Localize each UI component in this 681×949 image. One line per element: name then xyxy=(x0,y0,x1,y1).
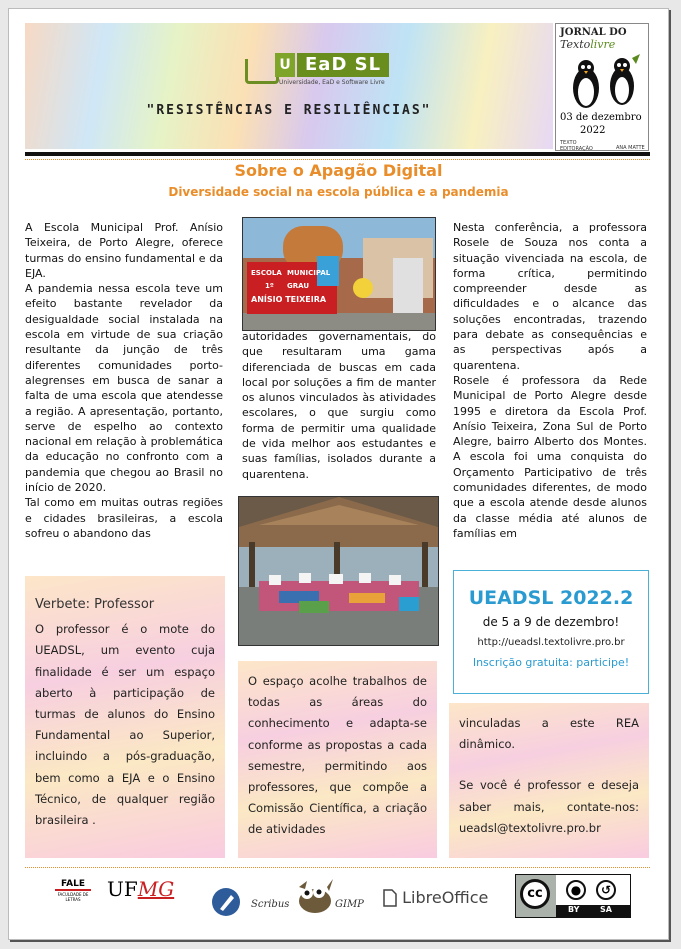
cc-icon: cc xyxy=(520,879,550,909)
group-photo-image xyxy=(239,497,438,645)
contact-box xyxy=(449,703,649,858)
logo-letter: U xyxy=(275,53,295,77)
motto: "RESISTÊNCIAS E RESILIÊNCIAS" xyxy=(146,103,432,118)
contact-box-email: Se você é professor e deseja saber mais, contate-nos: ueadsl@textolivre.pro.br xyxy=(459,778,639,835)
event-group-photo xyxy=(238,496,439,646)
footer-dotted-rule xyxy=(25,867,650,868)
gimp-label: GIMP xyxy=(335,899,364,910)
paragraph: Tal como em muitas outras regiões e cidades brasileiras, a escola sofreu o abandono das xyxy=(25,496,223,540)
middle-info-box xyxy=(238,661,437,858)
svg-text:ESCOLA: ESCOLA xyxy=(251,269,282,277)
promo-title: UEADSL 2022.2 xyxy=(468,587,634,609)
by-label: BY xyxy=(568,905,580,914)
school-facade-image xyxy=(243,218,435,330)
svg-text:GRAU: GRAU xyxy=(287,282,310,290)
logo-subtitle: Universidade, EaD e Software Livre xyxy=(279,79,385,86)
article-column-2 xyxy=(242,329,436,482)
paragraph: Rosele é professora da Rede Municipal de Porto Alegre desde 1995 e diretora da Escola Prof. Anísio Teixeira, Zona Sul de Porto Alegre, bairro Alberto dos Montes. A escola foi uma conquista do Orçamento Participativo de três comunidades diferentes, de modo que a escola atende desde alunos da classe média até alunos de famílias em xyxy=(453,373,647,540)
promo-cta: Inscrição gratuita: participe! xyxy=(472,656,630,669)
svg-text:ANÍSIO TEIXEIRA: ANÍSIO TEIXEIRA xyxy=(251,295,327,304)
libreoffice-logo: LibreOffice xyxy=(383,887,488,907)
journal-year: 2022 xyxy=(580,125,606,136)
journal-footer-right: ANA MATTE xyxy=(616,145,645,151)
paragraph: Nesta conferência, a professora Rosele de Souza nos conta a situação vivenciada na escola, de forma crítica, permitindo compreender desde as dificuldades e o alcance das soluções encontradas, trazendo para debate as consequências e as perspectivas após a quarentena. xyxy=(453,221,647,372)
journal-name-script: Textolivre xyxy=(560,38,616,51)
promo-url-link[interactable]: http://ueadsl.textolivre.pro.br xyxy=(477,637,625,648)
school-facade-photo xyxy=(242,217,436,331)
event-promo-box xyxy=(453,570,649,694)
journal-box xyxy=(555,23,649,151)
journal-name: JORNAL DO xyxy=(560,27,627,38)
svg-text:1º: 1º xyxy=(265,282,274,290)
verbete-text: O professor é o mote do UEADSL, um evento cuja finalidade é ser um espaço aberto à participação de turmas de alunos do Ensino Fundamental ao Superior, incluindo a pós-graduação, bem como a EJA e o Ensino Técnico, de qualquer região brasileira . xyxy=(35,622,215,828)
paragraph: autoridades governamentais, do que resultaram uma gama diferenciada de buscas em cada local por soluções a fim de manter os alunos vinculados às atividades escolares, o que surgiu como forma de permitir uma qualidade de vida melhor aos estudantes e suas famílias, isolados durante a quarentena. xyxy=(242,330,436,481)
article-title: Sobre o Apagão Digital xyxy=(234,161,443,180)
contact-box-text: vinculadas a este REA dinâmico. xyxy=(459,716,639,752)
article-column-1 xyxy=(25,220,223,541)
creative-commons-badge xyxy=(515,874,631,918)
header-rule xyxy=(25,152,650,156)
gimp-icon xyxy=(293,877,337,917)
dotted-rule xyxy=(25,159,650,160)
penguins-icon xyxy=(564,54,644,112)
ufmg-logo: UFMG xyxy=(107,877,175,901)
middle-box-text: O espaço acolhe trabalhos de todas as áreas do conhecimento e adapta-se conforme as propostas a cada semestre, permitindo aos professores, que compõe a Comissão Científica, a criação de atividades xyxy=(248,674,427,837)
header-banner xyxy=(25,23,553,149)
article-column-3 xyxy=(453,220,647,541)
journal-footer-left: TEXTO EDITORAÇÃO xyxy=(560,140,593,152)
scribus-label: Scribus xyxy=(251,899,290,910)
by-icon: ● xyxy=(566,880,586,900)
ueadsl-logo xyxy=(245,53,395,93)
newsletter-page xyxy=(8,8,669,940)
book-icon xyxy=(245,59,279,84)
logo-text: EaD SL xyxy=(297,53,389,77)
verbete-heading: Verbete: Professor xyxy=(35,597,155,612)
verbete-box xyxy=(25,576,225,858)
fale-logo: FALE FACULDADE DE LETRAS xyxy=(55,879,91,902)
libreoffice-doc-icon xyxy=(383,889,397,907)
promo-dates: de 5 a 9 de dezembro! xyxy=(482,615,620,629)
paragraph: A Escola Municipal Prof. Anísio Teixeira, de Porto Alegre, oferece turmas do ensino fundamental e da EJA. xyxy=(25,221,223,280)
scribus-icon xyxy=(211,887,241,917)
journal-date: 03 de dezembro xyxy=(560,112,642,123)
article-subtitle: Diversidade social na escola pública e a pandemia xyxy=(168,185,509,199)
paragraph: A pandemia nessa escola teve um efeito bastante revelador da desigualdade social instalada na escola em virtude de sua criação resultante da junção de três diferentes comunidades porto-alegrenses em busca de sanar a falta de uma escola que atendesse a região. A apresentação, portanto, serve de espelho ao contexto nacional em relação à problemática da educação no confronto com a pandemia que chegou ao Brasil no início de 2020. xyxy=(25,282,223,495)
sa-label: SA xyxy=(600,905,612,914)
sa-icon: ↺ xyxy=(596,880,616,900)
svg-text:MUNICIPAL: MUNICIPAL xyxy=(287,269,331,277)
